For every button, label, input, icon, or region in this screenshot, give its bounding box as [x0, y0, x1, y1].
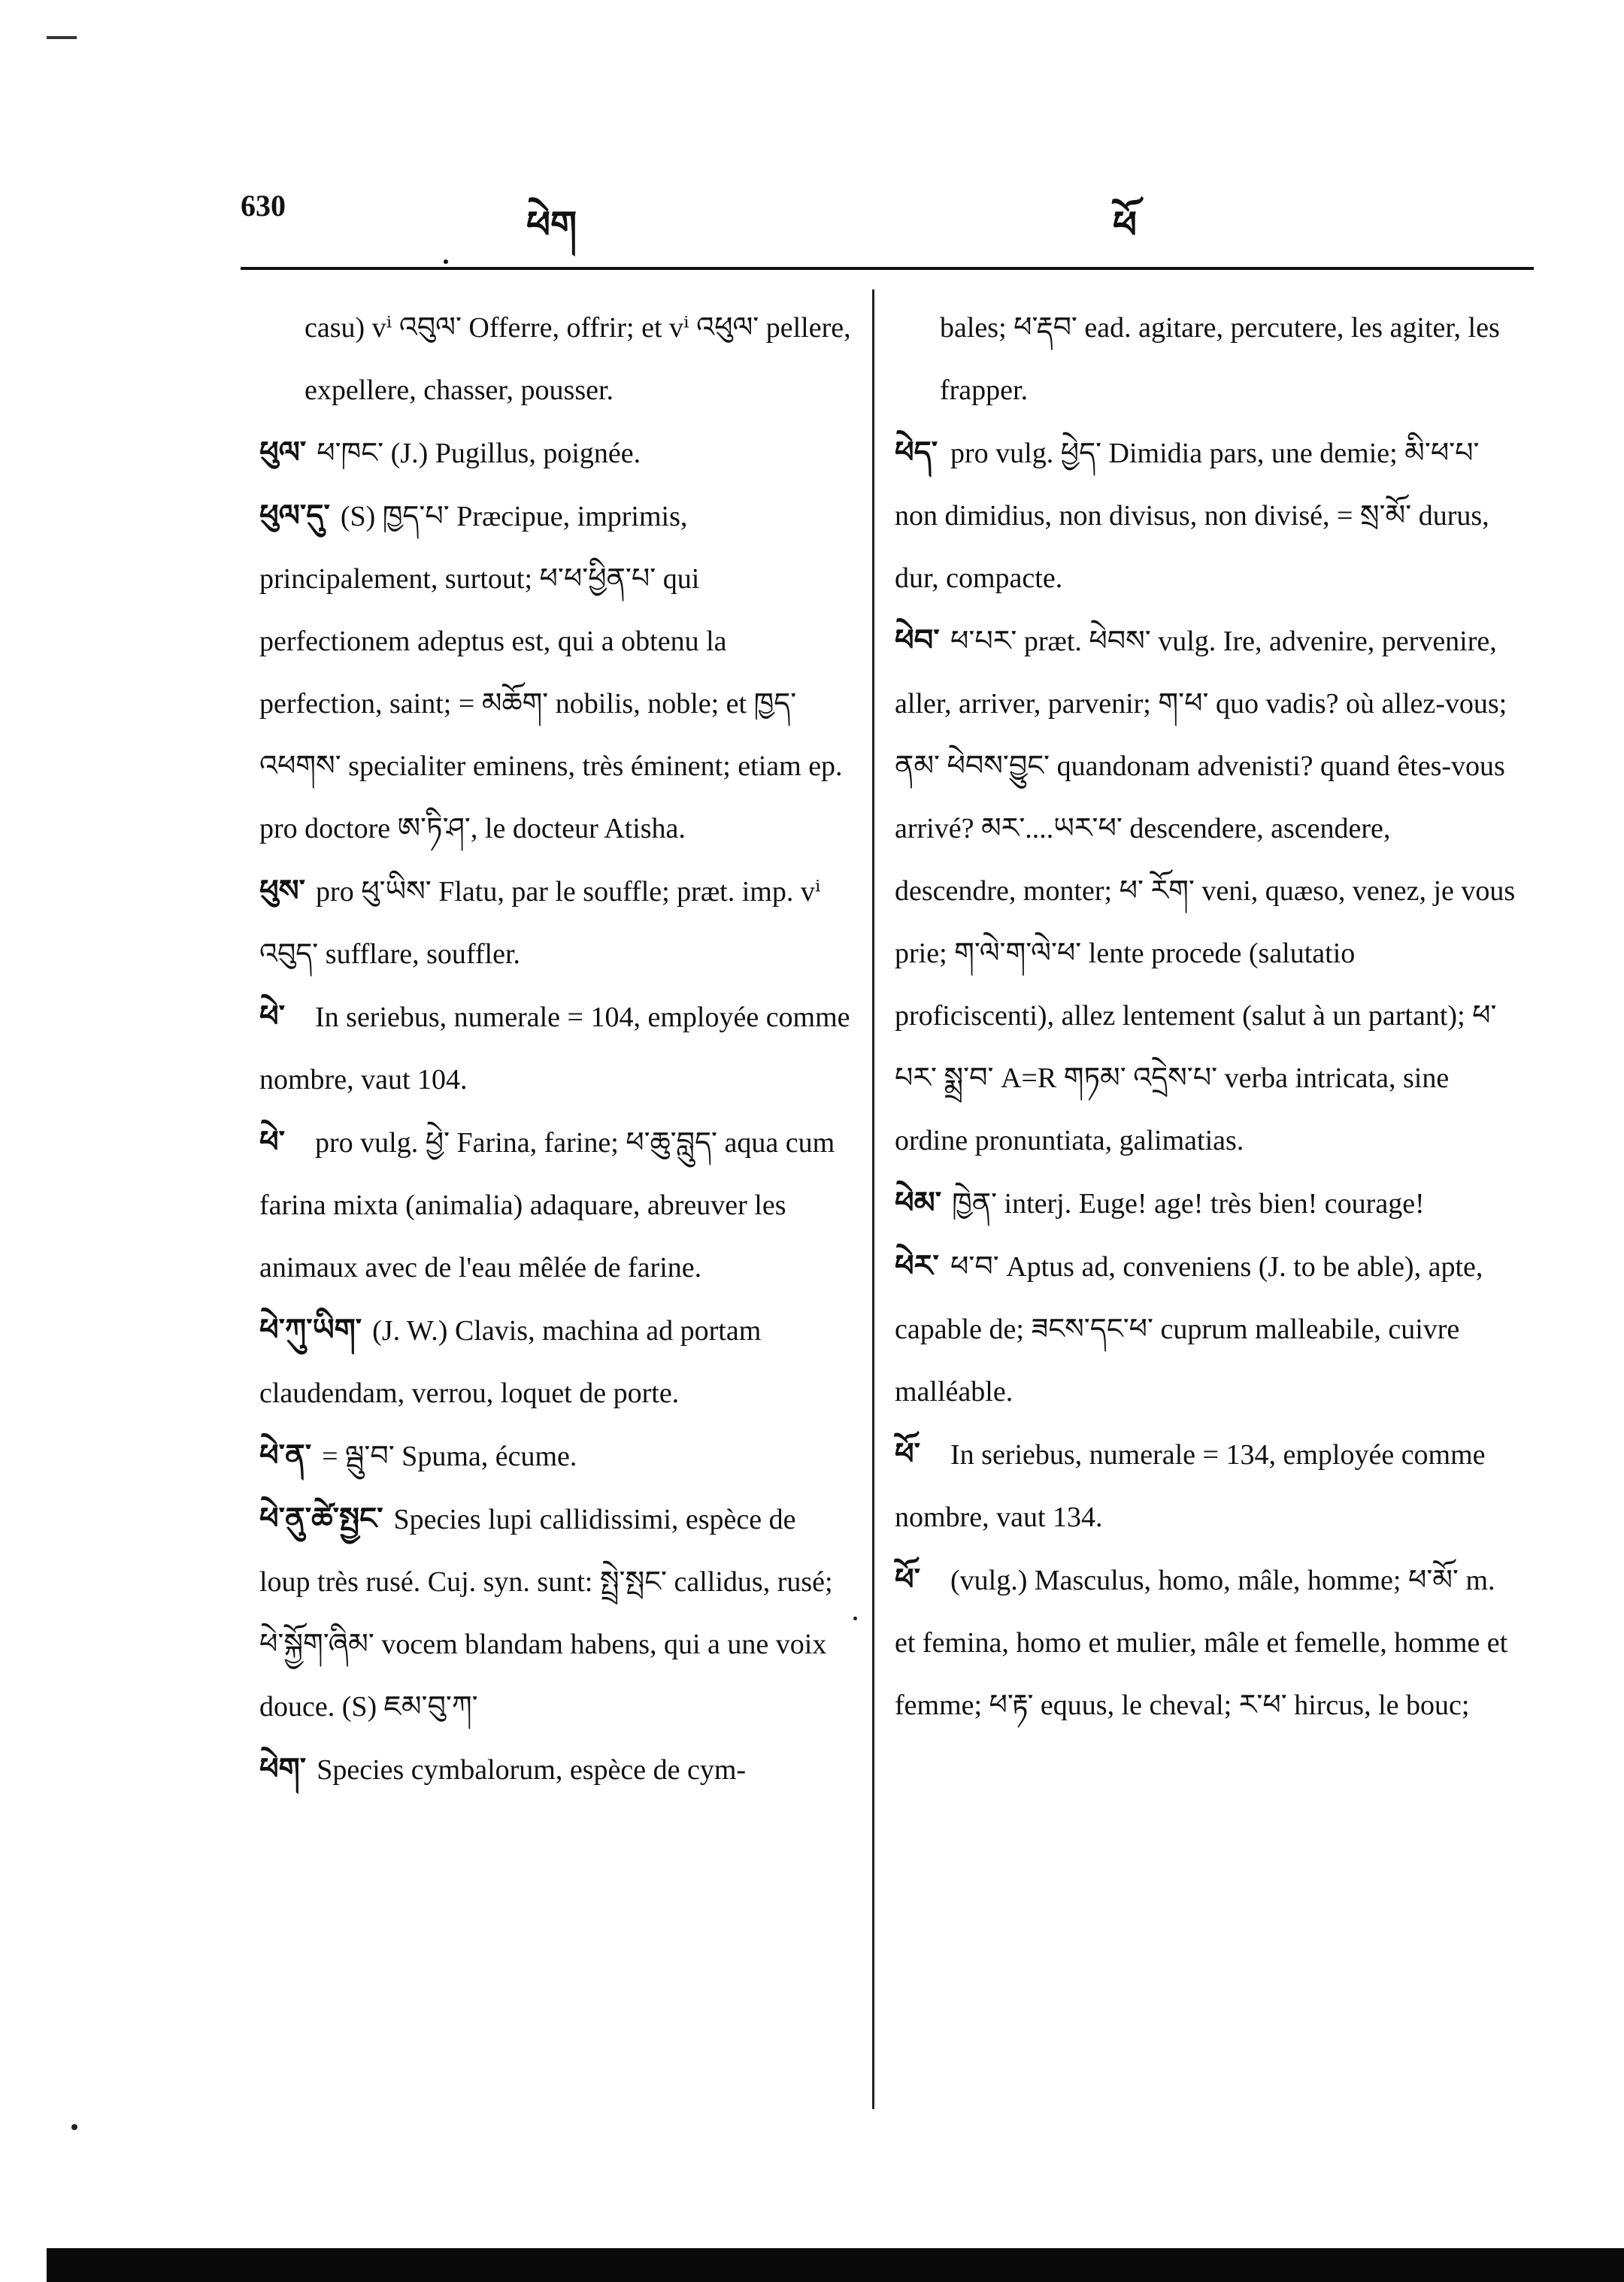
entry-text: In seriebus, numerale = 104, employée comme nombre, vaut 104.: [259, 1002, 850, 1096]
entry-text: ཕ་བ་ Aptus ad, conveniens (J. to be able), apte, capable de; ཟངས་དང་ཕ་ cuprum malleabile, cuivre malléable.: [895, 1251, 1483, 1408]
entry-headword: ཕེག་: [259, 1752, 307, 1787]
dictionary-entry: [259, 1111, 853, 1299]
page-number: 630: [241, 189, 286, 223]
entry-text: pro ཕུ་ཡིས་ Flatu, par le souffle; præt. imp. vⁱ འབུད་ sufflare, souffler.: [259, 876, 821, 970]
scan-bottom-bar: [47, 2248, 1624, 2282]
entry-text: (vulg.) Masculus, homo, mâle, homme; ཕ་མོ་ m. et femina, homo et mulier, mâle et femelle, homme et femme; ཕ་རྟ་ equus, le cheval; ར་ཕ་ hircus, le bouc;: [895, 1565, 1508, 1721]
dictionary-entry: [259, 1425, 853, 1488]
entry-headword: ཕེར་: [895, 1249, 939, 1283]
entry-headword: ཕེ་ནུ་ཚེ་སྤྱང་: [259, 1502, 383, 1536]
dictionary-entry: [259, 1299, 853, 1425]
entry-headword: ཕོ་: [895, 1562, 921, 1597]
entry-text: pro vulg. ཕྱེད་ Dimidia pars, une demie; མི་ཕ་པ་ non dimidius, non divisus, non divisé, = སྲ་མོ་ durus, dur, compacte.: [895, 438, 1489, 594]
dictionary-entry: [895, 1549, 1519, 1737]
entry-headword: ཕུས་: [259, 874, 306, 908]
entry-headword: ཕོ་: [895, 1437, 921, 1471]
entry-headword: ཕེ་: [259, 1125, 286, 1159]
entry-headword: ཕེ་: [259, 999, 286, 1034]
entry-text: casu) vⁱ འབུལ་ Offerre, offrir; et vⁱ འཕུལ་ pellere, expellere, chasser, pousser.: [304, 312, 851, 406]
entry-text: bales; ཕ་རྡབ་ ead. agitare, percutere, les agiter, les frapper.: [940, 312, 1500, 406]
margin-dot: [853, 1617, 857, 1620]
page-header: [241, 188, 1534, 247]
entry-text: Species lupi callidissimi, espèce de loup très rusé. Cuj. syn. sunt: སྤྲེ་སྤང་ callidus, rusé; ཕེ་སྐྱོག་ཞིམ་ vocem blandam habens, qui a une voix douce. (S) ཇམ་བུ་ཀ་: [259, 1504, 833, 1723]
dictionary-entry: [895, 1235, 1519, 1423]
entry-text: ཕ་ཁང་ (J.) Pugillus, poignée.: [317, 438, 641, 469]
dictionary-entry: [895, 1423, 1519, 1549]
dictionary-entry: [895, 610, 1519, 1172]
entry-headword: ཕེ་ཀུ་ཡིག་: [259, 1313, 362, 1347]
dictionary-entry: [259, 986, 853, 1111]
entry-headword: ཕུལ་དུ་: [259, 499, 330, 533]
dictionary-entry: [895, 1172, 1519, 1235]
entry-text: ཕ་པར་ præt. ཕེབས་ vulg. Ire, advenire, pervenire, aller, arriver, parvenir; ག་ཕ་ quo vadis? où allez-vous; ནམ་ ཕེབས་བྱུང་ quandonam advenisti? quand êtes-vous arrivé? མར་....ཡར་ཕ་ descendere, ascendere, descendre, monter; ཕ་ རོག་ veni, quæso, venez, je vous prie; ག་ལེ་ག་ལེ་ཕ་ lente procede (salutatio proficiscenti), allez lentement (salut à un partant); ཕ་པར་ སྨྲ་བ་ A=R གཏམ་ འདྲེས་པ་ verba intricata, sine ordine pronuntiata, galimatias.: [895, 626, 1516, 1156]
entry-text: (J. W.) Clavis, machina ad portam claudendam, verrou, loquet de porte.: [259, 1315, 762, 1409]
entry-headword: ཕེ་ན་: [259, 1438, 312, 1473]
dictionary-entry: [259, 422, 853, 485]
left-column: [259, 297, 853, 1802]
dictionary-entry: [895, 422, 1519, 610]
entry-headword: ཕེབ་: [895, 623, 940, 658]
dictionary-entry: [259, 297, 853, 422]
running-head-right: ཕོ: [1113, 203, 1138, 247]
entry-text: In seriebus, numerale = 134, employée comme nombre, vaut 134.: [895, 1439, 1486, 1533]
entry-text: Species cymbalorum, espèce de cym-: [317, 1754, 747, 1786]
dictionary-entry: [895, 297, 1519, 422]
entry-headword: ཕུལ་: [259, 435, 307, 470]
entry-headword: ཕེམ་: [895, 1186, 942, 1220]
entry-text: = ལྦུ་བ་ Spuma, écume.: [322, 1441, 577, 1472]
running-head-left: ཕེག: [526, 203, 577, 247]
dictionary-entry: [259, 1738, 853, 1802]
dictionary-entry: [259, 860, 853, 986]
column-divider: [872, 289, 874, 2109]
header-rule: [241, 267, 1534, 270]
entry-text: pro vulg. ཕྱེ་ Farina, farine; ཕ་ཆུ་བླུད་ aqua cum farina mixta (animalia) adaquare, abreuver les animaux avec de l'eau mêlée de farine.: [259, 1127, 835, 1283]
entry-headword: ཕེད་: [895, 435, 938, 470]
dictionary-entry: [259, 485, 853, 860]
dictionary-entry: [259, 1488, 853, 1738]
stray-dot: [71, 2124, 77, 2130]
scan-mark-top: [47, 36, 77, 39]
rule-dot: [444, 259, 448, 264]
entry-text: ཁྱེན་ interj. Euge! age! très bien! courage!: [952, 1188, 1425, 1220]
right-column: [895, 297, 1519, 1737]
entry-text: (S) ཁྱད་པ་ Præcipue, imprimis, principalement, surtout; ཕ་ཕ་ཕྱིན་པ་ qui perfectionem adeptus est, qui a obtenu la perfection, saint; = མཆོག་ nobilis, noble; et ཁྱད་འཕགས་ specialiter eminens, très éminent; etiam ep. pro doctore ཨ་ཏི་ཤ་, le docteur Atisha.: [259, 501, 843, 844]
